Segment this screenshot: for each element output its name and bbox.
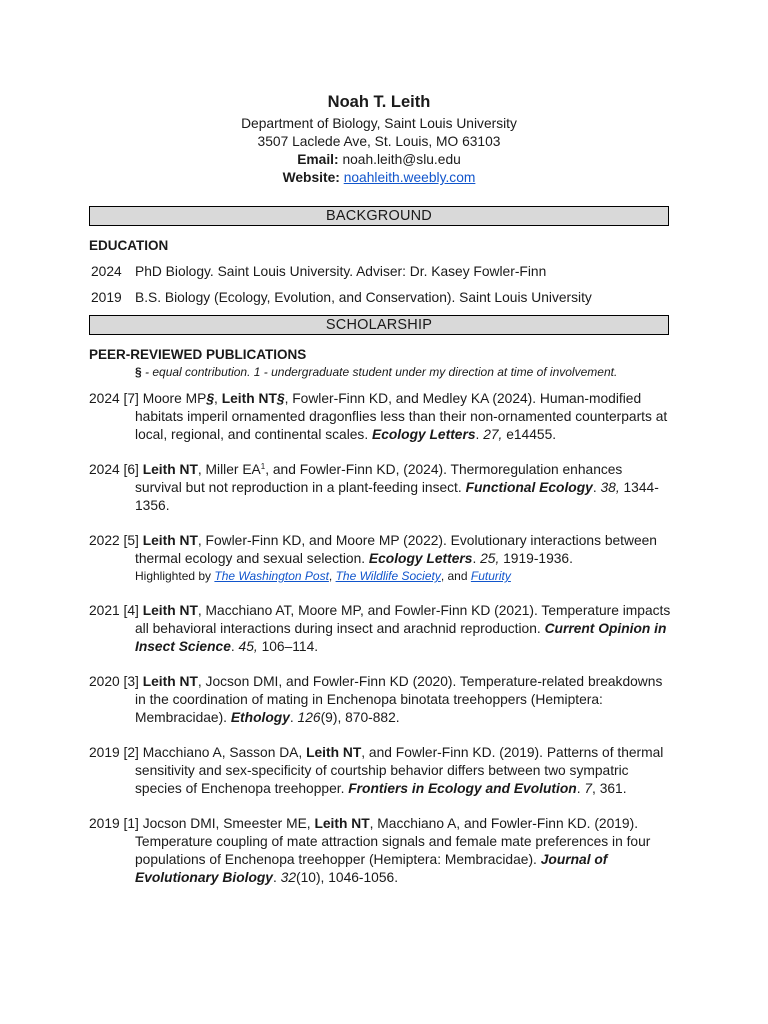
media-highlights: Highlighted by The Washington Post, The Wildlife Society, and Futurity [135, 569, 511, 583]
website-line [89, 169, 669, 187]
address: 3507 Laclede Ave, St. Louis, MO 63103 [257, 134, 501, 149]
email-label: Email: [297, 152, 339, 167]
publication-entry: 2020 [3] Leith NT, Jocson DMI, and Fowler-Finn KD (2020). Temperature-related breakdowns in the coordination of mating in Enchenopa binotata treehoppers (Hemiptera: Membracidae). Ethology. 126(9), 870-882. [89, 674, 663, 725]
washington-post-link[interactable]: The Washington Post [214, 569, 329, 583]
journal-name: Ecology Letters [372, 427, 476, 442]
journal-name: Functional Ecology [465, 480, 593, 495]
publication-entry: 2024 [7] Moore MP§, Leith NT§, Fowler-Finn KD, and Medley KA (2024). Human-modified habitats imperil ornamented dragonflies less than their non-ornamented counterparts at local, regional, and continental scales. Ecology Letters. 27, e14455. [89, 391, 668, 442]
journal-name: Ethology [230, 710, 290, 725]
equal-contribution-symbol: § [135, 365, 142, 379]
journal-name: Ecology Letters [368, 551, 473, 566]
publication-entry: 2021 [4] Leith NT, Macchiano AT, Moore MP, and Fowler-Finn KD (2021). Temperature impacts all behavioral interactions during insect and arachnid reproduction. Current Opinion in Insect Science. 45, 106–114. [89, 603, 671, 654]
journal-name: Journal of [540, 852, 608, 867]
publications-heading: PEER-REVIEWED PUBLICATIONS [89, 347, 307, 362]
journal-name: Evolutionary Biology [135, 870, 273, 885]
education-year: 2019 [91, 290, 122, 305]
email-line [89, 151, 669, 169]
education-text: PhD Biology. Saint Louis University. Adviser: Dr. Kasey Fowler-Finn [135, 264, 547, 279]
futurity-link[interactable]: Futurity [470, 569, 511, 583]
author-highlight: Leith NT [221, 391, 277, 406]
author-highlight: Leith NT [142, 533, 198, 548]
website-label: Website: [282, 170, 340, 185]
email-address: noah.leith@slu.edu [342, 152, 461, 167]
author-highlight: Leith NT [142, 603, 198, 618]
publication-entry: 2024 [6] Leith NT, Miller $EA^1$, and Fowler-Finn KD, (2024). Thermoregulation enhances survival but not reproduction in a plant-feeding insect. Functional Ecology. 38, 1344- 1356. [89, 462, 659, 513]
education-heading: EDUCATION [89, 238, 169, 253]
journal-name: Frontiers in Ecology and Evolution [348, 781, 577, 796]
author-highlight: Leith NT [314, 816, 370, 831]
publication-entry: 2019 [1] Jocson DMI, Smeester ME, Leith NT, Macchiano A, and Fowler-Finn KD. (2019). Temperature coupling of mate attraction signals and female mate preferences in four populations of Enchenopa treehopper (Hemiptera: Membracidae). Journal of Evolutionary Biology. 32(10), 1046-1056. [89, 816, 651, 885]
education-text: B.S. Biology (Ecology, Evolution, and Conservation). Saint Louis University [135, 290, 592, 305]
author-highlight: Leith NT [142, 674, 198, 689]
wildlife-society-link[interactable]: The Wildlife Society [335, 569, 441, 583]
journal-name: Current Opinion in [544, 621, 667, 636]
background-section-header: BACKGROUND [89, 206, 669, 226]
publication-entry: 2022 [5] Leith NT, Fowler-Finn KD, and Moore MP (2022). Evolutionary interactions between thermal ecology and sexual selection. Ecology Letters. 25, 1919-1936. Highlighted by The Washington Post, The Wildlife Society, and Futurity [89, 532, 669, 585]
publication-entry: 2019 [2] Macchiano A, Sasson DA, Leith NT, and Fowler-Finn KD. (2019). Patterns of thermal sensitivity and sex-specificity of courtship behavior differs between two sympatric species of Enchenopa treehopper. Frontiers in Ecology and Evolution. 7, 361. [89, 745, 664, 796]
department: Department of Biology, Saint Louis University [241, 116, 517, 131]
author-highlight: Leith NT [142, 462, 198, 477]
website-link[interactable]: noahleith.weebly.com [343, 170, 476, 185]
scholarship-section-header: SCHOLARSHIP [89, 315, 669, 335]
journal-name: Insect Science [135, 639, 231, 654]
author-highlight: Leith NT [306, 745, 362, 760]
education-year: 2024 [91, 264, 122, 279]
cv-name: Noah T. Leith [327, 93, 431, 111]
contribution-note: § - equal contribution. 1 - undergraduate student under my direction at time of involvement. [135, 365, 618, 379]
